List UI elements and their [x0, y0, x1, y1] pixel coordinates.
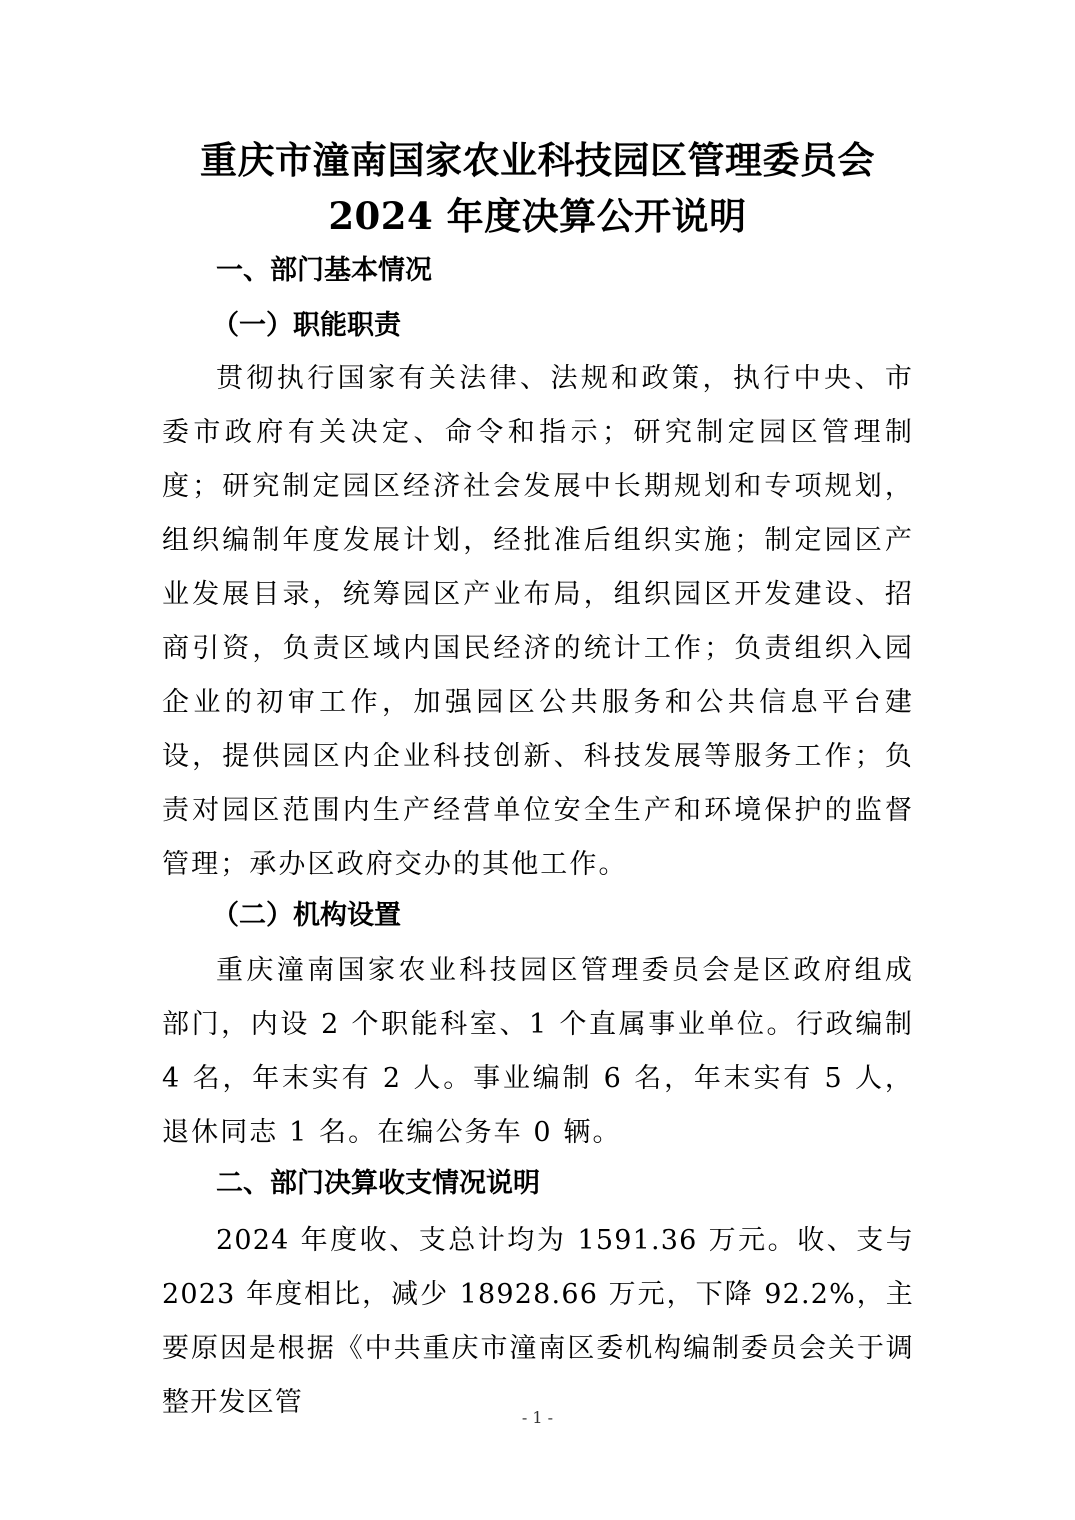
- organization-heading: （二）机构设置: [212, 900, 401, 931]
- page-number: - 1 -: [521, 1408, 554, 1427]
- section1-heading: 一、部门基本情况: [216, 255, 432, 286]
- document-title-line1: 重庆市潼南国家农业科技园区管理委员会: [200, 138, 875, 182]
- duties-paragraph: 贯彻执行国家有关法律、法规和政策，执行中央、市委市政府有关决定、命令和指示；研究制定园区管理制度；研究制定园区经济社会发展中长期规划和专项规划，组织编制年度发展计划，经批准后组织实施；制定园区产业发展目录，统筹园区产业布局，组织园区开发建设、招商引资，负责区域内国民经济的统计工作；负责组织入园企业的初审工作，加强园区公共服务和公共信息平台建设，提供园区内企业科技创新、科技发展等服务工作；负责对园区范围内生产经营单位安全生产和环境保护的监督管理；承办区政府交办的其他工作。: [162, 363, 914, 880]
- organization-paragraph: 重庆潼南国家农业科技园区管理委员会是区政府组成部门，内设 2 个职能科室、1 个直属事业单位。行政编制 4 名，年末实有 2 人。事业编制 6 名，年末实有 5 人，退休同志 1 名。在编公务车 0 辆。: [162, 955, 914, 1148]
- document-title-line2: 2024 年度决算公开说明: [328, 194, 747, 238]
- duties-heading: （一）职能职责: [212, 310, 401, 341]
- budget-paragraph: 2024 年度收、支总计均为 1591.36 万元。收、支与 2023 年度相比，减少 18928.66 万元，下降 92.2%，主要原因是根据《中共重庆市潼南区委机构编制委员会关于调整开发区管: [162, 1225, 914, 1418]
- section2-heading: 二、部门决算收支情况说明: [216, 1168, 540, 1199]
